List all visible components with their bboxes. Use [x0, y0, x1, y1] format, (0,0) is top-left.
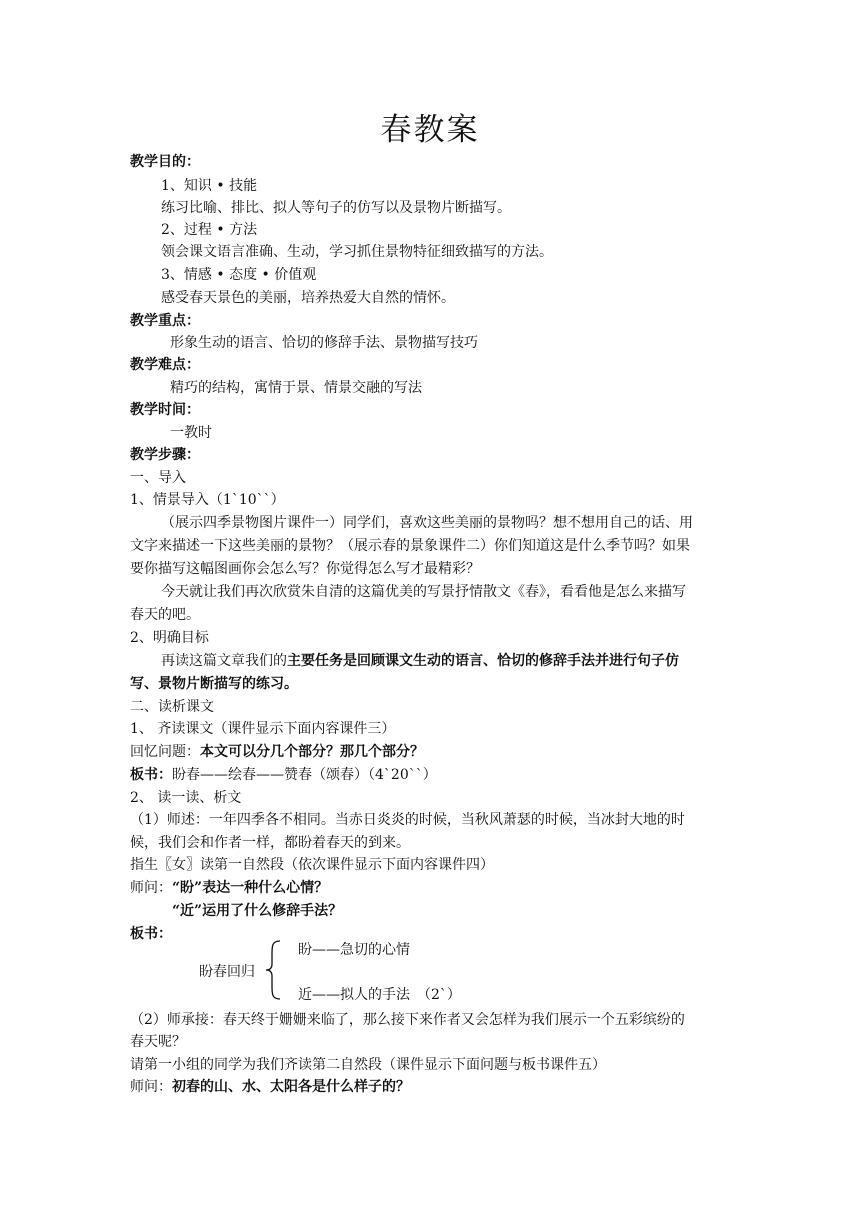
question-label: 师问： [130, 1079, 172, 1095]
paragraph-line: （展示四季景物图片课件一）同学们，喜欢这些美丽的景物吗？想不想用自己的话、用 [161, 515, 693, 531]
question-label: 师问： [130, 880, 172, 896]
paragraph-line: 要你描写这幅图画你会怎么写？你觉得怎么写才最精彩？ [130, 561, 480, 577]
question-label: 回忆问题： [130, 744, 200, 760]
diagram-top-item: 盼——急切的心情 [298, 942, 410, 958]
time-text: 一教时 [170, 425, 212, 441]
board-text: 盼春——绘春——赞春（颂春）（4`20``） [172, 767, 437, 783]
paragraph-line: 今天就让我们再次欣赏朱自清的这篇优美的写景抒情散文《春》，看看他是怎么来描写 [161, 584, 686, 600]
paragraph-line: 指生〖女〗读第一自然段（依次课件显示下面内容课件四） [130, 857, 494, 873]
diagram-bottom-item: 近——拟人的手法 （2`） [298, 987, 461, 1003]
brace-icon [264, 940, 282, 1000]
goal-2-label: 2、过程 • 方法 [161, 222, 258, 238]
paragraph-text: 再读这篇文章我们的 [161, 653, 287, 669]
board-line [130, 765, 437, 785]
heading-key-points: 教学重点： [130, 313, 200, 329]
question-text: 本文可以分几个部分？那几个部分？ [200, 744, 424, 760]
question-line [130, 878, 328, 898]
paragraph-line [161, 651, 679, 671]
question-line [130, 1077, 410, 1097]
paragraph-line: 请第一小组的同学为我们齐读第二自然段（课件显示下面问题与板书课件五） [130, 1057, 606, 1073]
step-2-1-heading: 1、 齐读课文（课件显示下面内容课件三） [130, 721, 396, 737]
step-1-heading: 一、导入 [130, 470, 186, 486]
key-points-text: 形象生动的语言、恰切的修辞手法、景物描写技巧 [170, 335, 478, 351]
heading-difficulties: 教学难点： [130, 357, 200, 373]
heading-goals: 教学目的： [130, 154, 200, 170]
step-1-2-heading: 2、明确目标 [130, 630, 209, 646]
board-label: 板书： [130, 767, 172, 783]
step-1-1-heading: 1、情景导入（1`10``） [130, 492, 285, 508]
goal-1-label: 1、知识 • 技能 [161, 178, 258, 194]
step-2-heading: 二、读析课文 [130, 699, 214, 715]
heading-steps: 教学步骤： [130, 447, 200, 463]
paragraph-line: 春天呢？ [130, 1034, 186, 1050]
question-text: 初春的山、水、太阳各是什么样子的？ [172, 1079, 410, 1095]
paragraph-line: （2）师承接：春天终于姗姗来临了，那么接下来作者又会怎样为我们展示一个五彩缤纷的 [130, 1012, 685, 1028]
goal-1-text: 练习比喻、排比、拟人等句子的仿写以及景物片断描写。 [161, 200, 511, 216]
step-2-2-heading: 2、 读一读、析文 [130, 790, 242, 806]
paragraph-line: 文字来描述一下这些美丽的景物？（展示春的景象课件二）你们知道这是什么季节吗？如果 [130, 538, 690, 554]
paragraph-line: 候，我们会和作者一样，都盼着春天的到来。 [130, 835, 410, 851]
heading-time: 教学时间： [130, 402, 200, 418]
goal-3-text: 感受春天景色的美丽，培养热爱大自然的情怀。 [161, 290, 455, 306]
paragraph-line: 春天的吧。 [130, 607, 200, 623]
question-text: “盼”表达一种什么心情？ [172, 880, 329, 896]
diagram-left-label: 盼春回归 [199, 964, 255, 980]
emphasis-line: 写、景物片断描写的练习。 [130, 676, 298, 692]
difficulties-text: 精巧的结构，寓情于景、情景交融的写法 [170, 380, 422, 396]
page-title: 春教案 [380, 112, 480, 148]
goal-2-text: 领会课文语言准确、生动，学习抓住景物特征细致描写的方法。 [161, 244, 553, 260]
board-label: 板书： [130, 926, 172, 942]
emphasis-text: 主要任务是回顾课文生动的语言、恰切的修辞手法并进行句子仿 [287, 653, 679, 669]
paragraph-line: （1）师述：一年四季各不相同。当赤日炎炎的时候，当秋风萧瑟的时候，当冰封大地的时 [130, 812, 685, 828]
question-line [130, 742, 424, 762]
question-line: “近”运用了什么修辞手法？ [172, 903, 343, 919]
goal-3-label: 3、情感 • 态度 • 价值观 [161, 267, 317, 283]
